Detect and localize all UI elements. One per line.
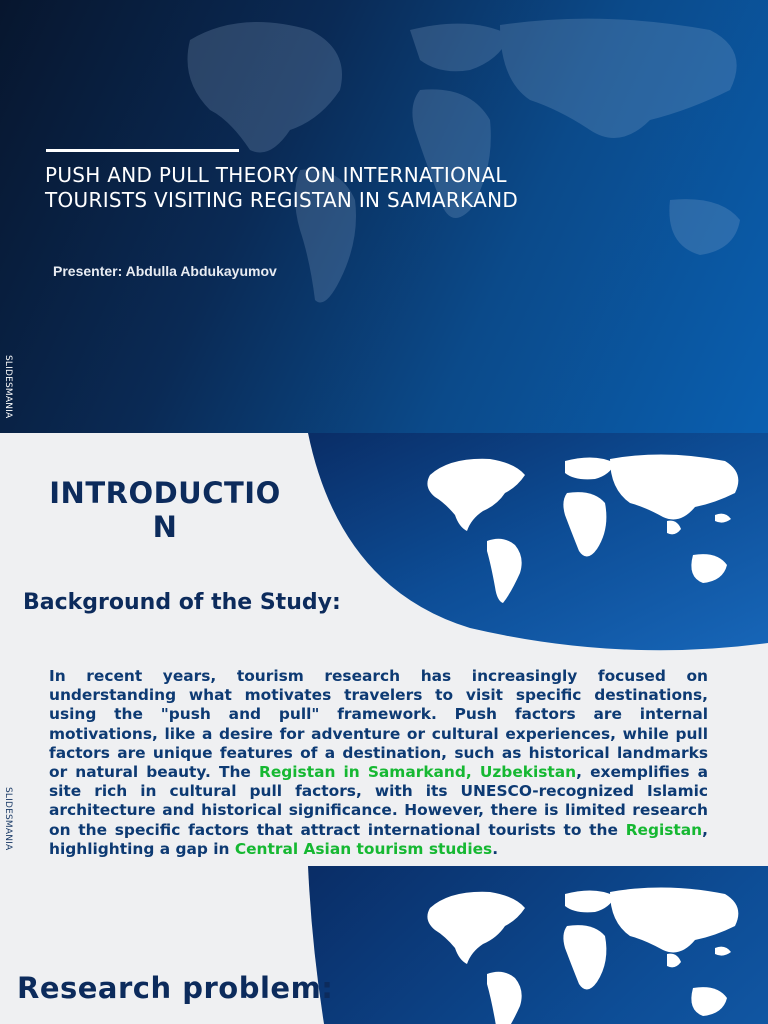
highlight-registan-samarkand: Registan in Samarkand, Uzbekistan [258,763,577,782]
paragraph-text: , highlighting a gap in [49,820,708,858]
background-paragraph [49,667,708,859]
introduction-slide [0,433,768,866]
intro-heading-line-1: INTRODUCTIO [49,476,281,510]
paragraph-text: In recent years, tourism research has increasingly focused on understanding what motivates travelers to visit specific destinations, using the "push and pull" framework. Push factors are internal motivations, like a desire for adventure or cultural experiences, while pull factors are unique features of a destination, such as historical landmarks or natural beauty. The [49,667,708,782]
title-line-2: TOURISTS VISITING REGISTAN IN SAMARKAND [45,188,519,212]
title-line-1: PUSH AND PULL THEORY ON INTERNATIONAL [45,163,507,187]
research-problem-heading: Research problem: [17,971,334,1005]
highlight-registan: Registan [625,820,703,839]
background-subheading: Background of the Study: [23,590,341,615]
slidesmania-watermark: SLIDESMANIA [3,787,13,851]
paragraph-text: . [492,839,499,858]
title-slide [0,0,768,433]
slidesmania-watermark: SLIDESMANIA [3,355,13,419]
title-accent-rule [46,149,239,152]
paragraph-text: , exemplifies a site rich in cultural pull factors, with its UNESCO-recognized Islamic architecture and historical significance. However, there is limited research on the specific factors that attract international tourists to the [49,763,708,839]
research-problem-slide [0,866,768,1024]
introduction-heading [30,476,300,544]
highlight-central-asian: Central Asian tourism studies [234,839,493,858]
presenter-name: Presenter: Abdulla Abdukayumov [53,263,277,279]
world-map-icon [405,878,755,1024]
world-map-icon [405,445,755,615]
presentation-title [45,163,745,213]
intro-heading-line-2: N [152,510,178,544]
